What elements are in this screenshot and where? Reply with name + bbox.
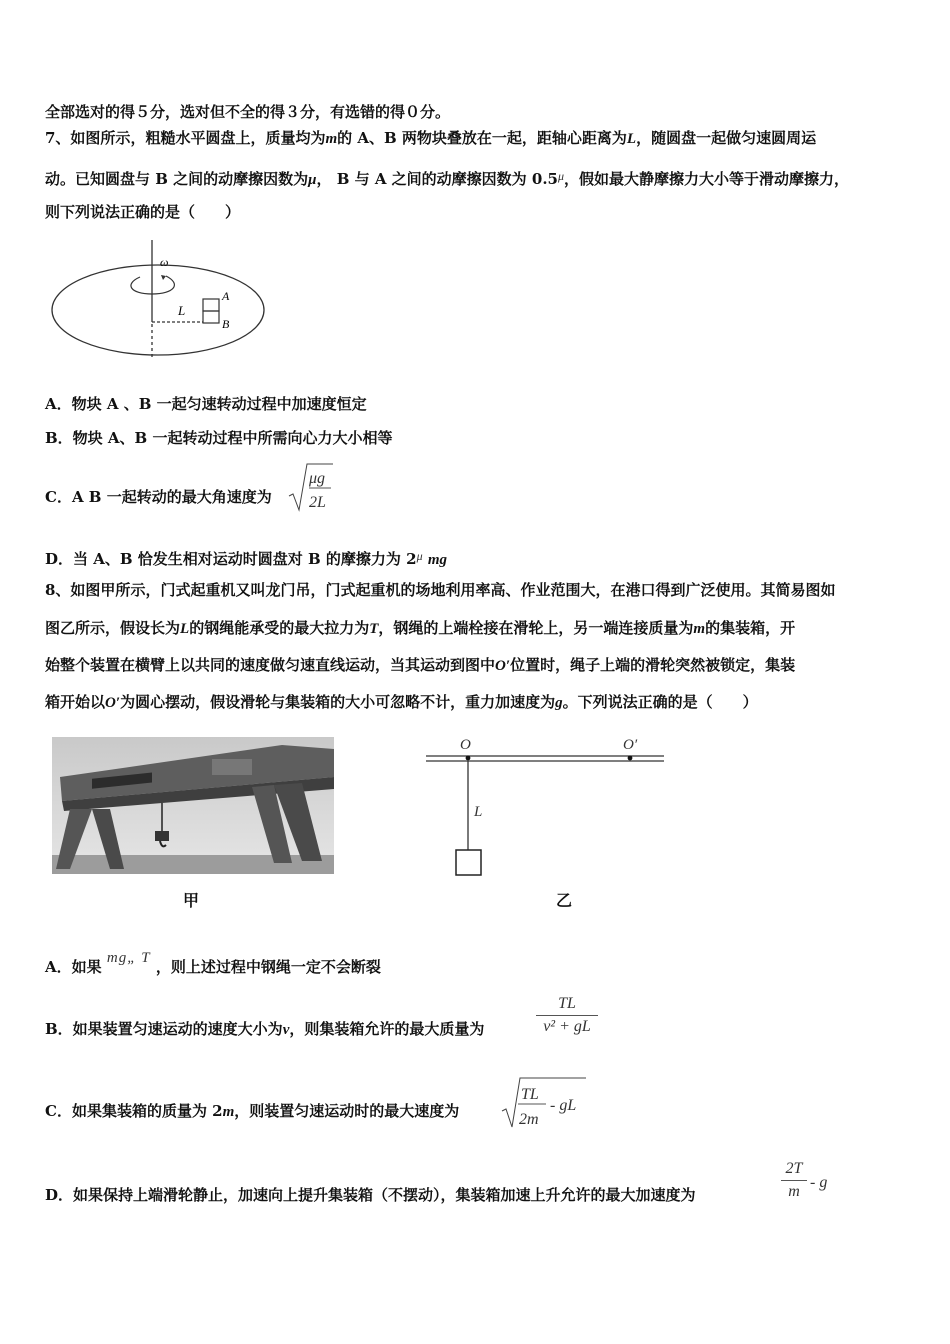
omega-label: ω	[160, 255, 169, 269]
radius-label: L	[178, 303, 186, 318]
q8-option-b	[45, 1019, 484, 1040]
point-o-label: O	[460, 737, 471, 753]
q7-length-symbol: L	[626, 131, 637, 147]
q8-stem-line4	[45, 692, 758, 713]
figure-caption-yi: 乙	[556, 891, 573, 910]
q8-option-d-tail: - g	[810, 1174, 828, 1191]
block-a	[203, 299, 219, 311]
q7-option-d-text: D．当 A、B 恰发生相对运动时圆盘对 B 的摩擦力为 2	[45, 550, 417, 568]
q8-option-b-text: B．如果装置匀速运动的速度大小为	[45, 1020, 283, 1038]
q8-option-c-m: m	[222, 1104, 235, 1120]
q7-mu-symbol: μ	[558, 169, 565, 183]
point-o-prime-label: O′	[623, 737, 638, 753]
rotation-arrow-icon	[131, 276, 174, 294]
disc-ellipse	[52, 265, 264, 355]
q8-stem-text: 图乙所示，假设长为	[45, 619, 181, 637]
q7-option-b: B．物块 A、B 一起转动过程中所需向心力大小相等	[45, 429, 393, 447]
q8-option-b-v: v	[282, 1022, 290, 1038]
q8-stem-line3	[45, 655, 795, 676]
q8-stem-line1: 8、如图甲所示，门式起重机又叫龙门吊，门式起重机的场地利用率高、作业范围大，在港口得到广泛使用。其简易图如	[45, 581, 836, 599]
q8-mass-symbol: m	[693, 621, 706, 637]
q8-stem-text: 为圆心摆动，假设滑轮与集装箱的大小可忽略不计，重力加速度为	[120, 693, 556, 711]
q7-disc-diagram	[48, 232, 273, 362]
q8-option-b-denominator: v² + gL	[536, 1015, 598, 1036]
q8-option-d-numerator: 2T	[785, 1160, 803, 1177]
q7-stem-line2	[45, 166, 849, 190]
q8-option-b-text: ，则集装箱允许的最大质量为	[289, 1020, 485, 1038]
q8-pendulum-diagram	[420, 732, 670, 882]
gantry-crane-photo	[52, 737, 334, 874]
q7-stem-line1	[45, 128, 816, 149]
q8-option-c	[45, 1101, 459, 1122]
q7-stem-text: 动。已知圆盘与 B 之间的动摩擦因数为	[45, 170, 309, 188]
q8-option-d-fraction	[781, 1160, 807, 1201]
q7-option-d-mg: mg	[427, 552, 447, 568]
q8-gravity-symbol: g	[555, 695, 563, 711]
q7-option-d-mu: μ	[416, 549, 423, 563]
q7-option-c: C．A B 一起转动的最大角速度为	[45, 488, 272, 506]
q8-stem-text: 的钢绳能承受的最大拉力为	[189, 619, 370, 637]
q8-stem-text: 始整个装置在横臂上以共同的速度做匀速直线运动，当其运动到图中	[45, 656, 496, 674]
q7-option-c-sqrt	[287, 462, 335, 514]
q7-stem-text: ，假如最大静摩擦力大小等于滑动摩擦力，	[564, 170, 850, 188]
q8-point-o-prime: O′	[495, 658, 511, 674]
q8-option-b-fraction	[536, 995, 598, 1036]
q8-point-o-prime: O′	[105, 695, 121, 711]
q8-option-c-text: C．如果集装箱的质量为 2	[45, 1102, 223, 1120]
q8-option-a-text: ，则上述过程中钢绳一定不会断裂	[155, 958, 381, 976]
q7-mass-symbol: m	[325, 131, 338, 147]
q8-option-a	[45, 948, 381, 977]
q8-option-d-denominator: m	[781, 1180, 807, 1201]
block-b	[203, 311, 219, 323]
q8-option-d: D．如果保持上端滑轮静止，加速向上提升集装箱（不摆动），集装箱加速上升允许的最大加速度为	[45, 1186, 696, 1204]
q7-option-d	[45, 546, 447, 570]
block-b-label: B	[222, 317, 230, 331]
q8-option-c-numerator: TL	[521, 1086, 539, 1103]
q8-stem-text: 箱开始以	[45, 693, 106, 711]
q7-stem-text: 的 A、B 两物块叠放在一起，距轴心距离为	[337, 129, 627, 147]
q7-stem-text: ，随圆盘一起做匀速圆周运	[636, 129, 817, 147]
section-intro: 全部选对的得５分，选对但不全的得３分，有选错的得０分。	[45, 103, 451, 121]
q7-stem-text: ， B 与 A 之间的动摩擦因数为 0.5	[316, 170, 558, 188]
q8-stem-text: 位置时，绳子上端的滑轮突然被锁定，集装	[510, 656, 796, 674]
pulley-o	[466, 756, 471, 761]
q8-option-c-denominator: 2m	[519, 1111, 539, 1128]
q8-option-c-tail: - gL	[550, 1097, 577, 1114]
q8-length-symbol: L	[180, 621, 190, 637]
figure-caption-jia: 甲	[183, 891, 200, 910]
q8-option-c-sqrt	[500, 1075, 590, 1131]
q8-option-a-inequality: mg„ T	[106, 950, 151, 966]
q7-stem-line3: 则下列说法正确的是（ ）	[45, 203, 241, 221]
q8-option-b-numerator: TL	[558, 995, 576, 1012]
q8-tension-symbol: T	[369, 621, 379, 637]
q7-option-c-denominator: 2L	[309, 494, 326, 511]
q8-option-a-text: A．如果	[45, 958, 102, 976]
pulley-o-prime	[628, 756, 633, 761]
rope-length-label: L	[474, 804, 483, 820]
q8-stem-text: 。下列说法正确的是（ ）	[562, 693, 758, 711]
q8-stem-text: ，钢绳的上端栓接在滑轮上，另一端连接质量为	[378, 619, 694, 637]
q8-stem-line2	[45, 618, 795, 639]
container-box	[456, 850, 481, 875]
q8-stem-text: 的集装箱，开	[705, 619, 796, 637]
q7-option-c-numerator: μg	[309, 470, 326, 487]
q7-stem-text: 7、如图所示，粗糙水平圆盘上，质量均为	[45, 129, 326, 147]
q7-mu-symbol: μ	[308, 172, 317, 188]
block-a-label: A	[222, 289, 230, 303]
q8-option-c-text: ，则装置匀速运动时的最大速度为	[234, 1102, 460, 1120]
q7-option-a: A．物块 A 、B 一起匀速转动过程中加速度恒定	[45, 395, 367, 413]
